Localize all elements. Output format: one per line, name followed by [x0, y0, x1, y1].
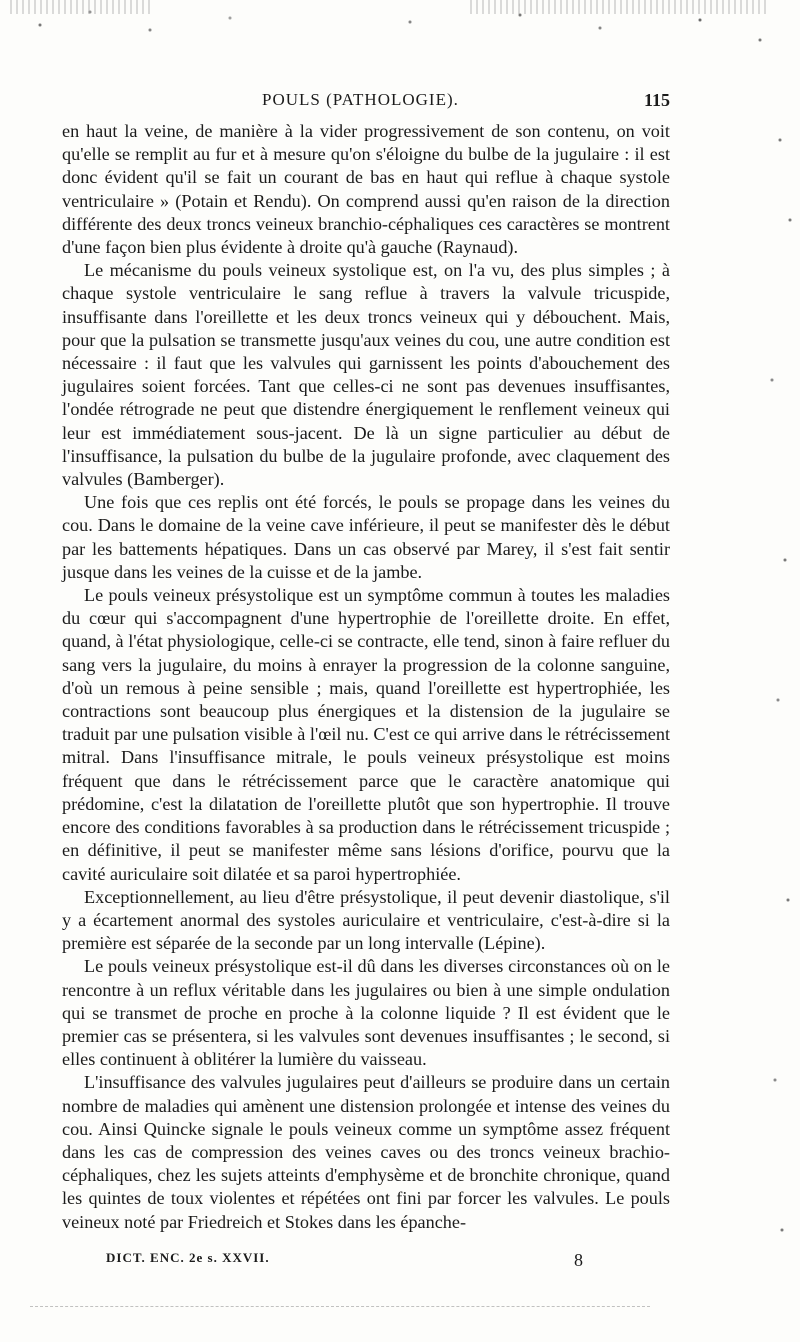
scan-noise-strip [470, 0, 770, 14]
page-number: 115 [643, 90, 670, 110]
paragraph: Une fois que ces replis ont été forcés, le pouls se propage dans les veines du cou. Dans le domaine de la veine cave inférieure, il peut se manifester dès le début par les battements hépatiques. Dans un cas observé par Marey, il s'est fait sentir jusque dans les veines de la cuisse et de la jambe. [62, 492, 670, 582]
paragraph: Le mécanisme du pouls veineux systolique est, on l'a vu, des plus simples ; à chaque systole ventriculaire le sang reflue à travers la valvule tricuspide, insuffisante dans l'oreillette et les deux troncs veineux qui y débouchent. Mais, pour que la pulsation se transmette jusqu'aux veines du cou, une autre condition est nécessaire : il faut que les valvules qui garnissent les points d'abouchement des jugulaires soient forcées. Tant que celles-ci ne sont pas devenues insuffisantes, l'ondée rétrograde ne peut que distendre énergiquement le renflement veineux qui leur est immédiatement sous-jacent. De là un signe particulier au début de l'insuffisance, la pulsation du bulbe de la jugulaire profonde, avec claquement des valvules (Bamberger). [62, 260, 670, 490]
printer-signature: DICT. ENC. 2e s. XXVII. [106, 1250, 270, 1265]
running-head: POULS (PATHOLOGIE). [262, 90, 459, 109]
sheet-number: 8 [574, 1250, 583, 1270]
paragraph: en haut la veine, de manière à la vider progressivement de son contenu, on voit qu'elle se remplit au fur et à mesure qu'on s'éloigne du bulbe de la jugulaire : il est donc évident qu'il se fait un courant de bas en haut qui reflue à chaque systole ventriculaire » (Potain et Rendu). On comprend aussi qu'en raison de la direction différente des deux troncs veineux branchio-céphaliques ces caractères se montrent d'une façon bien plus évidente à droite qu'à gauche (Raynaud). [62, 121, 670, 258]
bottom-scan-rule [30, 1306, 650, 1307]
scan-noise-strip [10, 0, 150, 14]
paragraph: L'insuffisance des valvules jugulaires peut d'ailleurs se produire dans un certain nombre de maladies qui amènent une distension prolongée et intense des veines du cou. Ainsi Quincke signale le pouls veineux comme un symptôme assez fréquent dans les cas de compression des veines caves ou des troncs veineux brachio-céphaliques, chez les sujets atteints d'emphysème et de bronchite chronique, quand les quintes de toux violentes et répétées ont fini par forcer les valvules. Le pouls veineux noté par Friedreich et Stokes dans les épanche- [62, 1072, 670, 1232]
body-text [62, 120, 670, 1234]
paragraph: Exceptionnellement, au lieu d'être présystolique, il peut devenir diastolique, s'il y a écartement anormal des systoles auriculaire et ventriculaire, c'est-à-dire si la première est séparée de la seconde par un long intervalle (Lépine). [62, 886, 670, 954]
paragraph: Le pouls veineux présystolique est un symptôme commun à toutes les maladies du cœur qui s'accompagnent d'une hypertrophie de l'oreillette droite. En effet, quand, à l'état physiologique, celle-ci se contracte, elle tend, sinon à faire refluer du sang vers la jugulaire, du moins à enrayer la progression de la colonne sanguine, d'où un remous à peine sensible ; mais, quand l'oreillette est hypertrophiée, les contractions sont beaucoup plus énergiques et la distension de la jugulaire se traduit par une pulsation visible à l'œil nu. C'est ce qui arrive dans le rétrécissement mitral. Dans l'insuffisance mitrale, le pouls veineux présystolique est moins fréquent que dans le rétrécissement parce que le caractère anatomique qui prédomine, c'est la dilatation de l'oreillette plutôt que son hypertrophie. Il trouve encore des conditions favorables à sa production dans le rétrécissement tricuspide ; en définitive, il peut se manifester même sans lésions d'orifice, pourvu que la cavité auriculaire soit dilatée et sa paroi hypertrophiée. [62, 585, 670, 884]
scan-edge-noise [760, 80, 800, 1280]
page-header [62, 90, 670, 114]
paragraph: Le pouls veineux présystolique est-il dû dans les diverses circonstances où on le rencontre à un reflux véritable dans les jugulaires ou bien à une simple ondulation qui se transmet de proche en proche à la colonne liquide ? Il est évident que le premier cas se présentera, si les valvules sont devenues insuffisantes ; le second, si elles continuent à oblitérer la lumière du vaisseau. [62, 956, 670, 1070]
page-footer [62, 1250, 670, 1280]
